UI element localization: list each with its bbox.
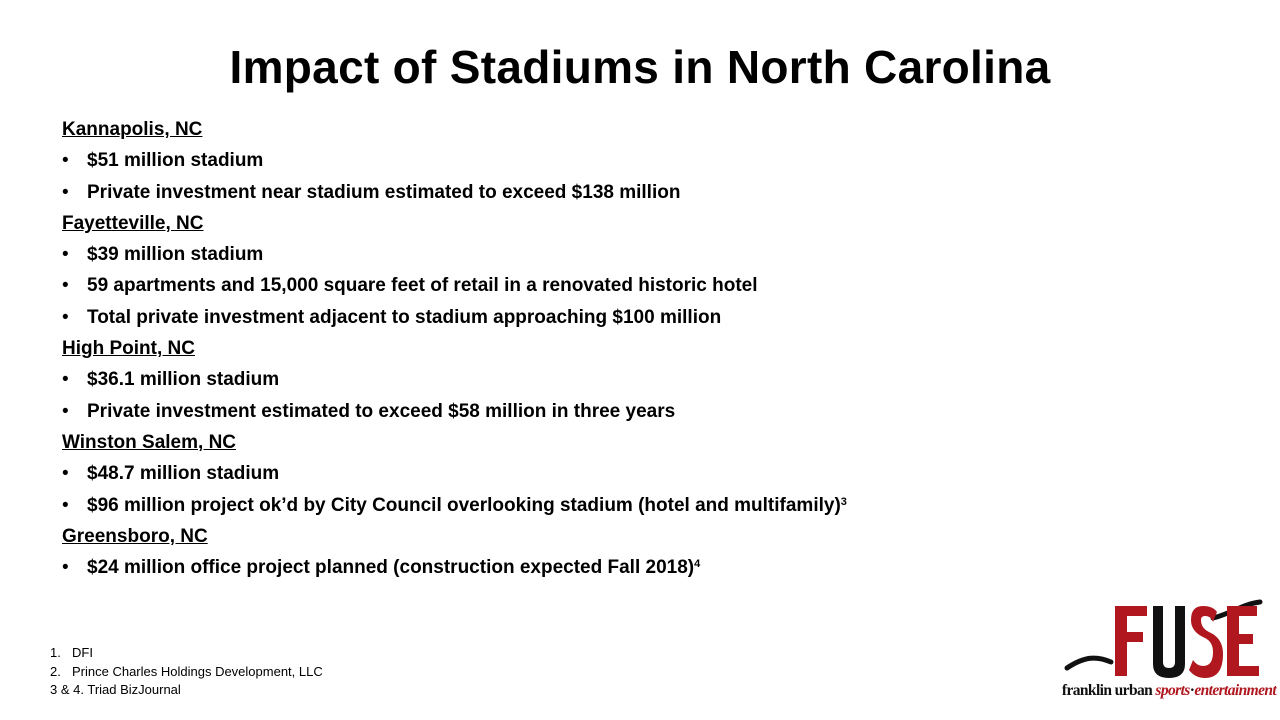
slide-title: Impact of Stadiums in North Carolina xyxy=(229,41,1051,93)
slide-content xyxy=(62,116,1062,585)
bullet-item xyxy=(62,398,1062,429)
bullet-dot: • xyxy=(62,494,69,516)
footnote-ref: 3 xyxy=(840,495,847,508)
city-heading-winston-salem: Winston Salem, NC xyxy=(62,431,237,453)
fuse-logo xyxy=(1055,598,1280,720)
bullet-item xyxy=(62,272,1062,303)
footnote-item xyxy=(50,663,323,682)
bullet-item xyxy=(62,304,1062,335)
bullet-text: 59 apartments and 15,000 square feet of retail in a renovated historic hotel xyxy=(87,275,758,297)
city-heading-high-point: High Point, NC xyxy=(62,338,195,360)
footnote-text: Triad BizJournal xyxy=(87,682,181,697)
bullet-text: Private investment near stadium estimated to exceed $138 million xyxy=(87,181,681,203)
bullet-item xyxy=(62,492,1062,523)
tagline-separator: · xyxy=(1189,682,1195,699)
bullet-dot: • xyxy=(62,306,69,328)
footnote-number: 3 & 4. xyxy=(50,682,84,697)
bullet-text: $51 million stadium xyxy=(87,150,264,172)
footnotes xyxy=(50,644,323,700)
bullet-text: $39 million stadium xyxy=(87,244,264,266)
bullet-dot: • xyxy=(62,244,69,266)
bullet-dot: • xyxy=(62,557,69,579)
bullet-text: $24 million office project planned (construction expected Fall 2018) xyxy=(87,557,695,579)
bullet-dot: • xyxy=(62,369,69,391)
bullet-item xyxy=(62,147,1062,178)
bullet-text: $96 million project ok’d by City Council overlooking stadium (hotel and multifamily) xyxy=(87,494,841,516)
footnote-ref: 4 xyxy=(694,558,701,571)
footnote-item xyxy=(50,681,323,700)
bullet-dot: • xyxy=(62,181,69,203)
bullet-text: $36.1 million stadium xyxy=(87,369,280,391)
city-heading-kannapolis: Kannapolis, NC xyxy=(62,119,203,140)
footnote-item xyxy=(50,644,323,663)
bullet-text: Total private investment adjacent to stadium approaching $100 million xyxy=(87,306,722,328)
city-heading-greensboro: Greensboro, NC xyxy=(62,525,208,547)
footnote-number: 2. xyxy=(50,663,61,679)
tagline-part3: entertainment xyxy=(1194,682,1277,699)
fuse-logo-mark xyxy=(1055,598,1280,682)
fuse-tagline xyxy=(1059,682,1279,700)
bullet-item xyxy=(62,366,1062,397)
bullet-item xyxy=(62,554,1062,585)
bullet-dot: • xyxy=(62,275,69,297)
bullet-item xyxy=(62,179,1062,210)
bullet-dot: • xyxy=(62,400,69,422)
bullet-item xyxy=(62,241,1062,272)
bullet-text: Private investment estimated to exceed $58 million in three years xyxy=(87,400,676,422)
bullet-item xyxy=(62,460,1062,491)
footnote-text: Prince Charles Holdings Development, LLC xyxy=(72,663,323,679)
tagline-part1: franklin urban xyxy=(1061,682,1153,699)
bullet-dot: • xyxy=(62,463,69,485)
footnote-text: DFI xyxy=(72,645,93,660)
bullet-text: $48.7 million stadium xyxy=(87,463,280,485)
city-heading-fayetteville: Fayetteville, NC xyxy=(62,212,204,234)
tagline-part2: sports xyxy=(1155,682,1190,699)
bullet-dot: • xyxy=(62,150,69,172)
footnote-number: 1. xyxy=(50,645,61,660)
